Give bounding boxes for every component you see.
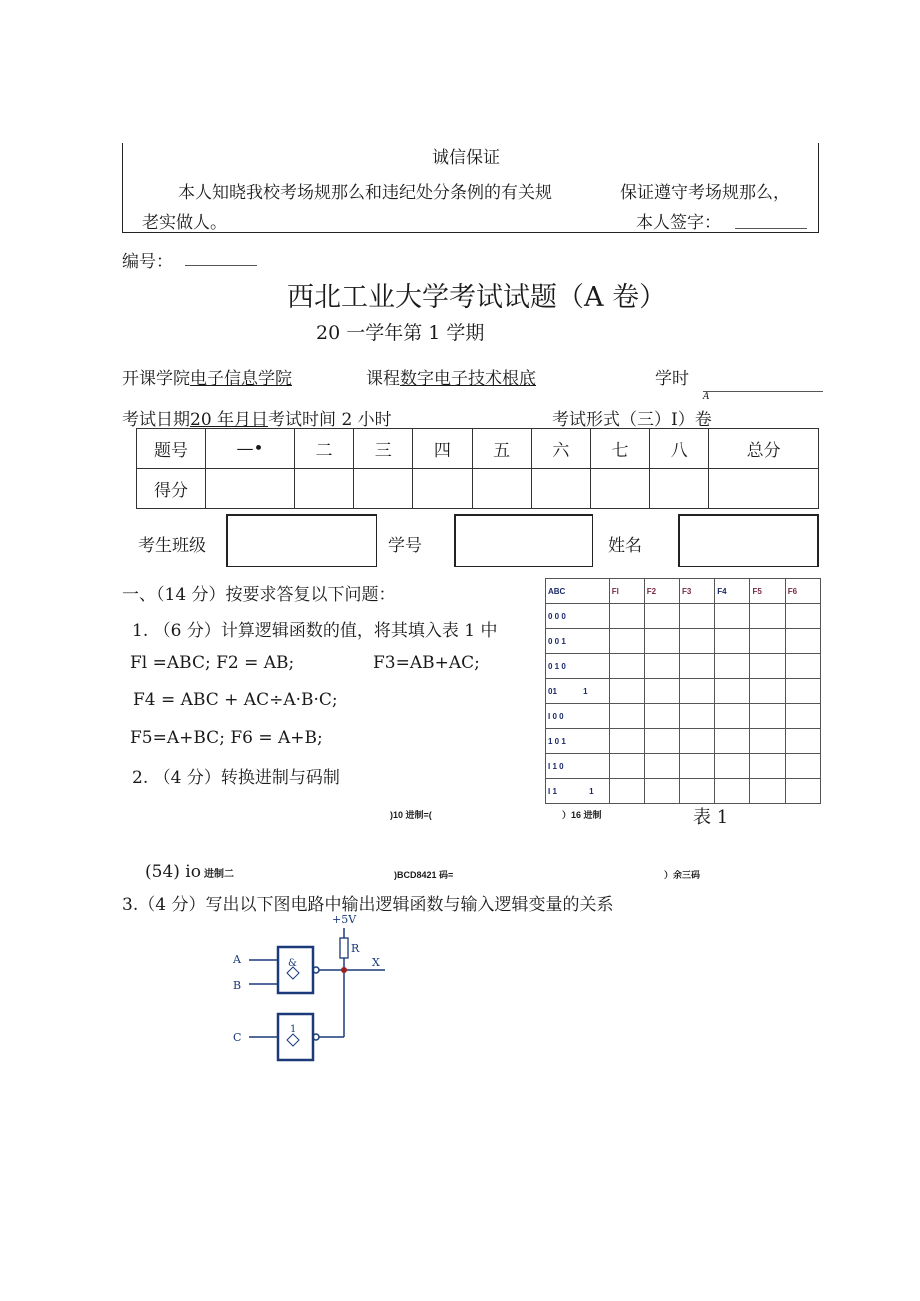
formula-f1-f2: Fl =ABC; F2 = AB;: [130, 653, 295, 673]
score-table: [136, 428, 819, 509]
score-cell[interactable]: [531, 469, 590, 509]
resistor-label: R: [351, 942, 360, 955]
truth-header: F6: [785, 579, 820, 604]
vcc-label: +5V: [332, 913, 357, 926]
pledge-line2a: 老实做人。: [142, 213, 227, 233]
truth-row: 0 0 1: [546, 629, 821, 654]
score-cell[interactable]: [472, 469, 531, 509]
q1-title: 一、（14 分）按要求答复以下问题：: [122, 585, 396, 605]
table-caption: 表 1: [693, 807, 729, 828]
truth-row: I 1 1: [546, 779, 821, 804]
score-cell[interactable]: [709, 469, 819, 509]
pullup-resistor: [340, 938, 348, 958]
truth-header: ABC: [546, 579, 610, 604]
formula-f3: F3=AB+AC;: [373, 653, 480, 673]
class-box[interactable]: [226, 514, 377, 567]
input-c-label: C: [233, 1031, 242, 1044]
exam-title: 西北工业大学考试试题（A 卷）: [287, 282, 667, 313]
serial-label: 编号：: [122, 252, 173, 272]
hours-field[interactable]: [703, 391, 823, 392]
course-value: 数字电子技术根底: [400, 369, 536, 389]
input-b-label: B: [233, 979, 242, 992]
signature-field[interactable]: [735, 228, 807, 229]
truth-header: F4: [715, 579, 750, 604]
serial-field[interactable]: [185, 265, 257, 266]
college-value: 电子信息学院: [190, 369, 292, 389]
output-label: X: [372, 956, 380, 969]
gate2-symbol: 1: [290, 1024, 297, 1035]
score-cell[interactable]: [206, 469, 295, 509]
hours-label: 学时: [655, 369, 689, 389]
score-header: —•: [206, 429, 295, 469]
score-header: 四: [413, 429, 472, 469]
truth-row: 01 1: [546, 679, 821, 704]
score-header: 题号: [137, 429, 206, 469]
truth-table: [545, 578, 821, 804]
score-value-row: [137, 469, 819, 509]
truth-header: F5: [750, 579, 785, 604]
logic-circuit-diagram: [225, 910, 400, 1065]
score-header: 七: [590, 429, 649, 469]
id-box[interactable]: [454, 514, 593, 567]
score-header: 五: [472, 429, 531, 469]
score-header: 八: [650, 429, 709, 469]
formula-f4: F4 = ABC + AC÷A·B·C;: [133, 690, 338, 710]
college-line: 开课学院电子信息学院: [122, 369, 292, 389]
conv-hex: ）16 进制: [562, 810, 602, 820]
id-label: 学号: [388, 536, 422, 556]
score-cell[interactable]: [650, 469, 709, 509]
score-cell[interactable]: [590, 469, 649, 509]
q1-sub1: 1. （6 分）计算逻辑函数的值，将其填入表 1 中: [132, 621, 498, 641]
course-line: 课程数字电子技术根底: [366, 369, 536, 389]
truth-row: 0 1 0: [546, 654, 821, 679]
score-header-row: [137, 429, 819, 469]
score-header: 六: [531, 429, 590, 469]
class-label: 考生班级: [138, 536, 206, 556]
truth-row: I 1 0: [546, 754, 821, 779]
pledge-title: 诚信保证: [432, 148, 500, 168]
truth-header: F2: [644, 579, 679, 604]
score-cell[interactable]: [354, 469, 413, 509]
date-line: 考试日期20 年月日考试时间 2 小时: [122, 410, 392, 430]
signature-label: 本人签字：: [636, 213, 721, 233]
score-header: 三: [354, 429, 413, 469]
q1-sub2: 2. （4 分）转换进制与码制: [132, 768, 340, 788]
name-label: 姓名: [608, 536, 642, 556]
term: 20 一学年第 1 学期: [316, 322, 485, 344]
score-cell[interactable]: [413, 469, 472, 509]
truth-header: Fl: [609, 579, 644, 604]
formula-f5-f6: F5=A+BC; F6 = A+B;: [130, 728, 323, 748]
score-header: 二: [294, 429, 353, 469]
truth-row: 0 0 0: [546, 604, 821, 629]
name-box[interactable]: [678, 514, 819, 567]
pledge-line1b: 保证遵守考场规那么，: [620, 183, 790, 203]
score-cell[interactable]: [294, 469, 353, 509]
truth-row: 1 0 1: [546, 729, 821, 754]
hours-mark: A: [703, 392, 710, 402]
conv-excess3: ）余三码: [664, 870, 701, 880]
score-header: 总分: [709, 429, 819, 469]
pledge-line1a: 本人知晓我校考场规那么和违纪处分条例的有关规: [178, 183, 552, 203]
conv-bcd: )BCD8421 码=: [394, 870, 454, 880]
score-row-label: 得分: [137, 469, 206, 509]
truth-row: I 0 0: [546, 704, 821, 729]
date-value: 20 年月日: [190, 410, 269, 430]
open-collector-icon: [287, 1034, 299, 1046]
q1-sub3: 3.（4 分）写出以下图电路中输出逻辑函数与输入逻辑变量的关系: [122, 895, 614, 915]
exam-form: 考试形式（三）I）卷: [552, 410, 712, 430]
truth-header: F3: [680, 579, 715, 604]
input-a-label: A: [233, 953, 241, 966]
junction-dot: [341, 967, 347, 973]
conv-decimal: )10 进制=(: [390, 810, 432, 820]
conv-source: (54) io 进制二: [145, 862, 234, 882]
truth-header-row: [546, 579, 821, 604]
gate1-symbol: &: [288, 958, 297, 969]
